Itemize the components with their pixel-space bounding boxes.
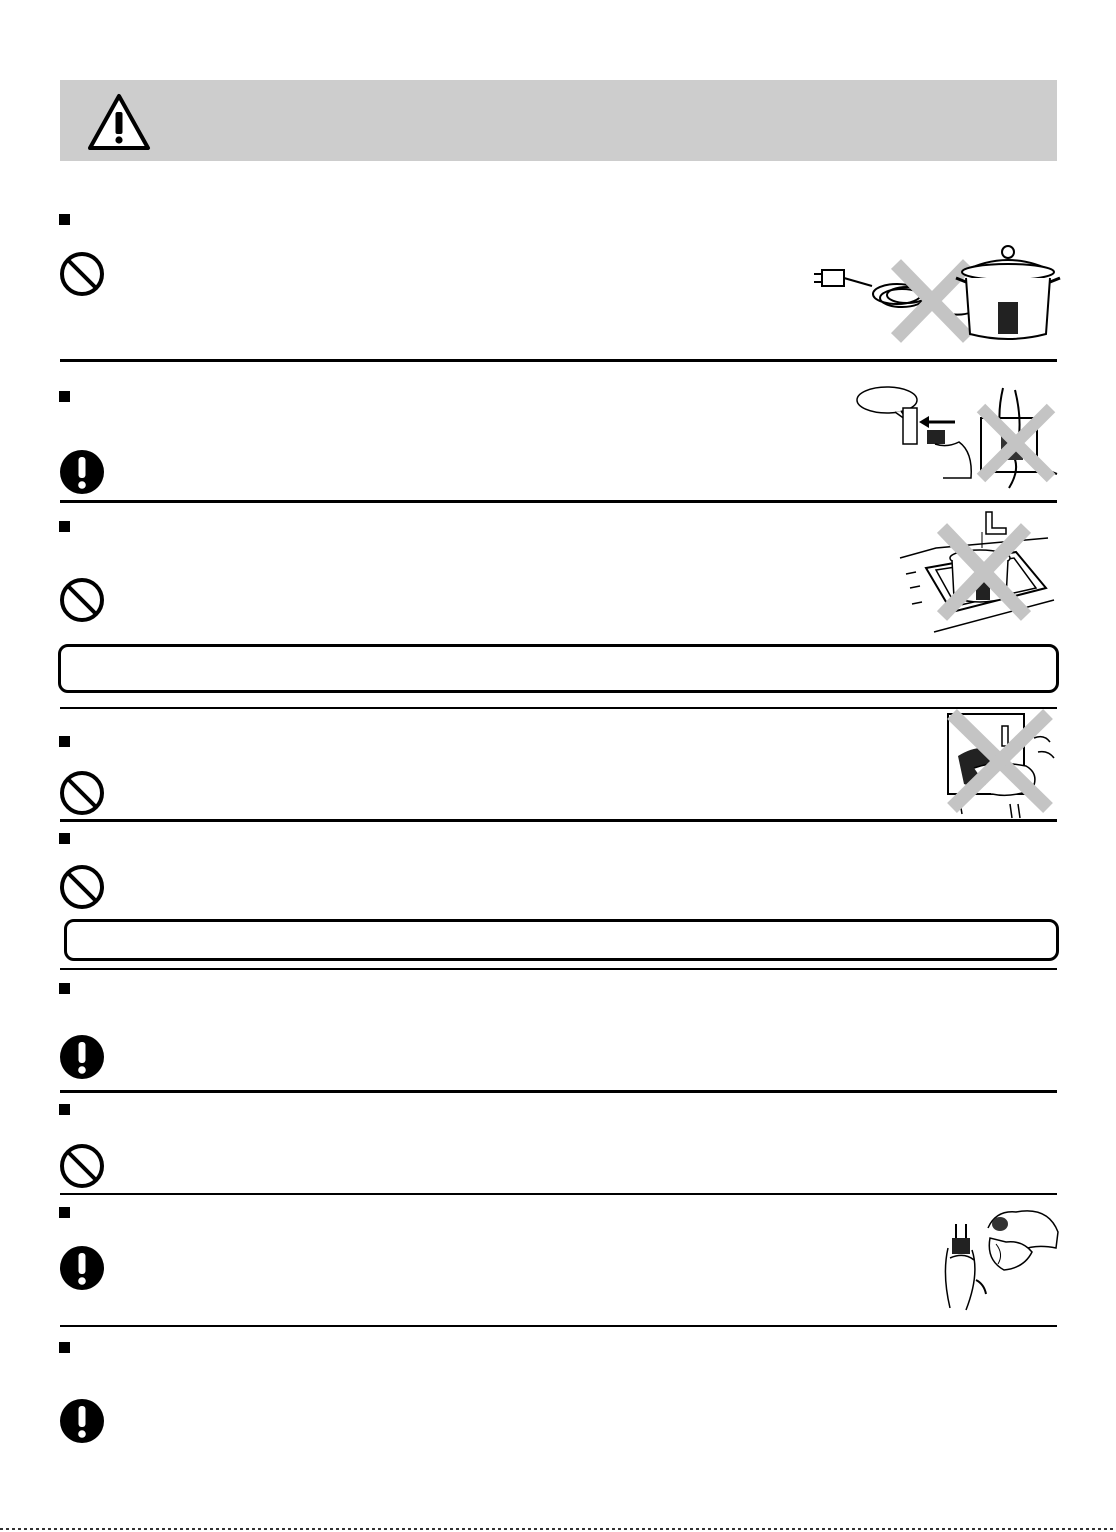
prohibition-icon (59, 577, 105, 623)
note-box (58, 644, 1059, 693)
prohibition-icon (59, 864, 105, 910)
mandatory-action-icon (59, 1245, 105, 1291)
wet-hands-plug-illustration (940, 708, 1058, 820)
section-6-bullet (59, 983, 70, 994)
section-divider (60, 1090, 1057, 1093)
mandatory-action-icon (59, 1034, 105, 1080)
section-divider (60, 359, 1057, 362)
prohibition-icon (59, 770, 105, 816)
mandatory-action-icon (59, 449, 105, 495)
wiping-plug-illustration (936, 1204, 1060, 1316)
rice-cooker-in-sink-illustration (896, 508, 1056, 638)
section-divider (60, 1325, 1057, 1327)
warning-triangle-icon (86, 92, 152, 152)
plug-outlet-illustration (855, 382, 1063, 494)
section-divider (60, 707, 1057, 709)
prohibition-icon (59, 1143, 105, 1189)
note-box (64, 919, 1059, 961)
section-5-bullet (59, 833, 70, 844)
section-3-bullet (59, 521, 70, 532)
section-7-bullet (59, 1104, 70, 1115)
section-9-bullet (59, 1342, 70, 1353)
section-divider (60, 968, 1057, 970)
section-8-bullet (59, 1207, 70, 1218)
section-divider (60, 500, 1057, 503)
section-divider (60, 819, 1057, 822)
page-bottom-edge (0, 1528, 1116, 1530)
warning-header-band (60, 80, 1057, 161)
section-2-bullet (59, 391, 70, 402)
prohibition-icon (59, 251, 105, 297)
section-1-bullet (59, 214, 70, 225)
section-4-bullet (59, 736, 70, 747)
mandatory-action-icon (59, 1398, 105, 1444)
section-divider (60, 1193, 1057, 1195)
coiled-cord-rice-cooker-illustration (812, 238, 1064, 346)
